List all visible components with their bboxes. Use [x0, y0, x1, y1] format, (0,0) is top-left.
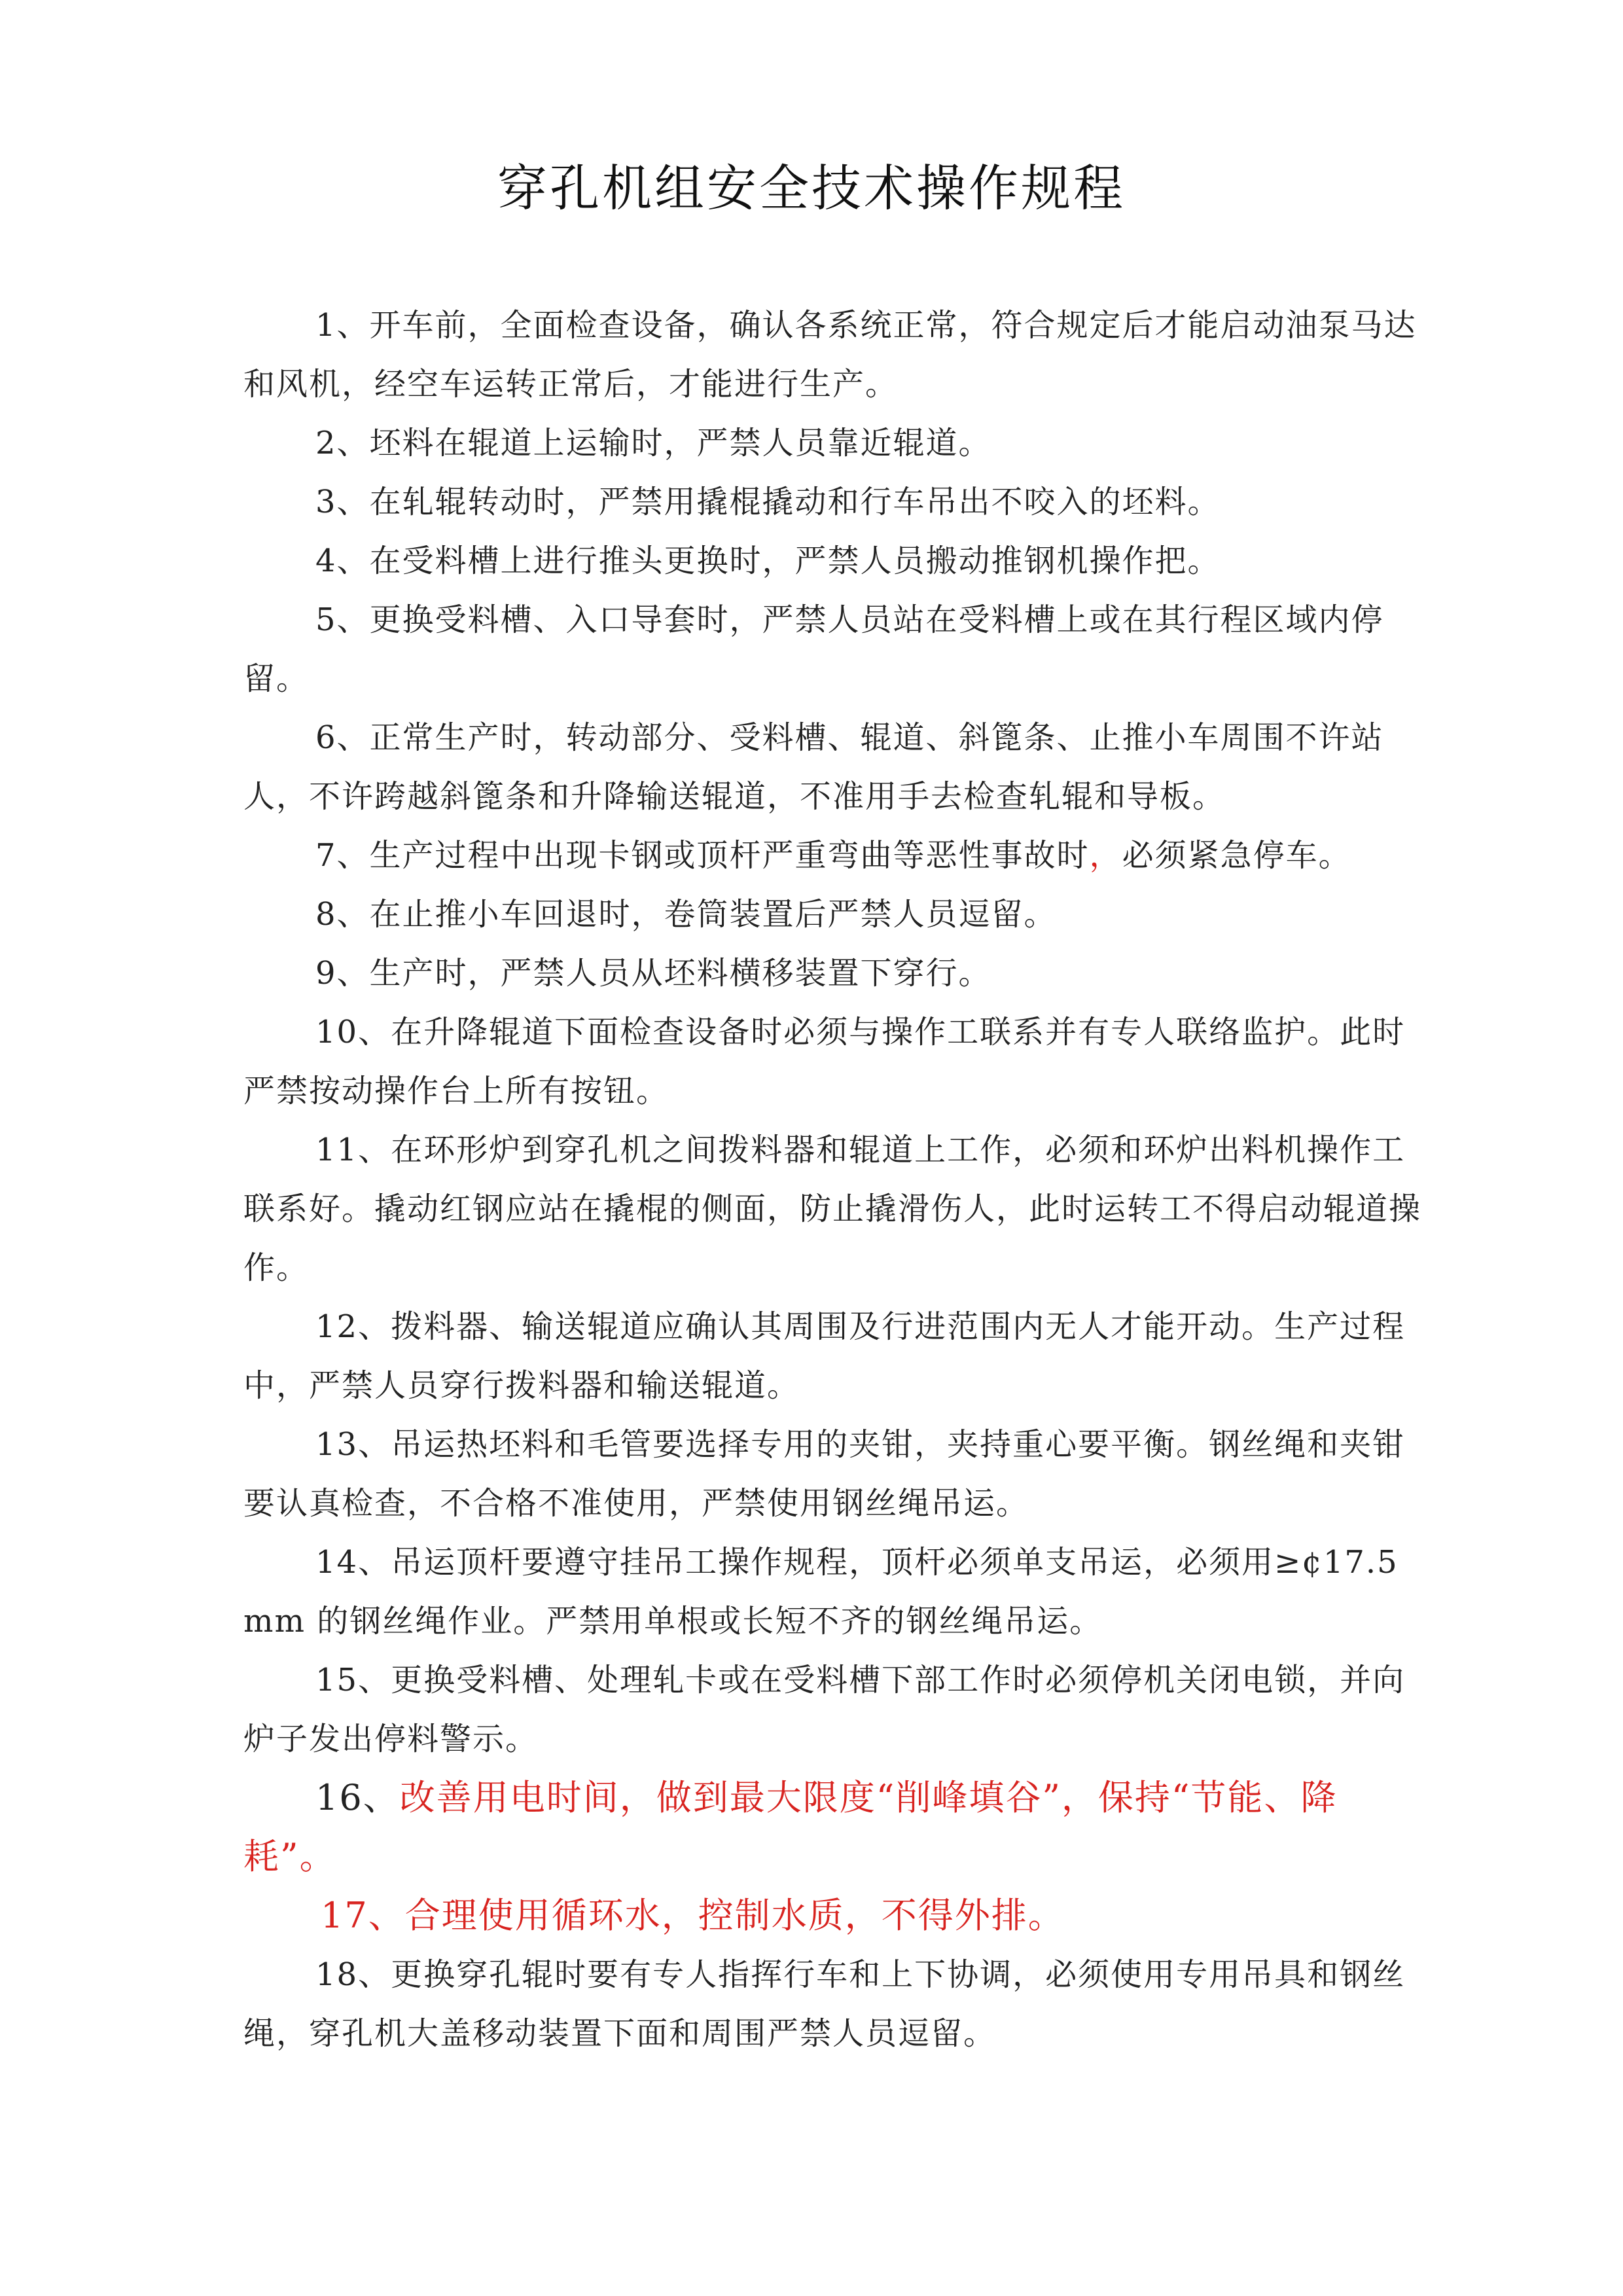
paragraph-14: 14、吊运顶杆要遵守挂吊工操作规程，顶杆必须单支吊运，必须用≥¢17.5mm 的钢丝绳作业。严禁用单根或长短不齐的钢丝绳吊运。: [243, 1544, 1399, 1640]
paragraph-12: 12、拨料器、输送辊道应确认其周围及行进范围内无人才能开动。生产过程中，严禁人员穿行拨料器和输送辊道。: [243, 1308, 1406, 1404]
paragraph-7-red-comma: ，: [1089, 837, 1122, 874]
paragraph-5: 5、更换受料槽、入口导套时，严禁人员站在受料槽上或在其行程区域内停留。: [243, 601, 1384, 697]
paragraph-16: [243, 1768, 1421, 1886]
paragraph-7-text-a: 7、生产过程中出现卡钢或顶杆严重弯曲等恶性事故时: [315, 837, 1090, 874]
paragraph-11: 11、在环形炉到穿孔机之间拨料器和辊道上工作，必须和环炉出料机操作工联系好。撬动红钢应站在撬棍的侧面，防止撬滑伤人，此时运转工不得启动辊道操作。: [243, 1132, 1422, 1286]
paragraph-15: 15、更换受料槽、处理轧卡或在受料槽下部工作时必须停机关闭电锁，并向炉子发出停料警示。: [243, 1662, 1406, 1757]
document-body: [243, 296, 1421, 2063]
paragraph-16-red-text: 改善用电时间，做到最大限度“削峰填谷”，保持“节能、降耗”。: [243, 1777, 1338, 1877]
paragraph-9: 9、生产时，严禁人员从坯料横移装置下穿行。: [315, 955, 991, 992]
paragraph-3: 3、在轧辊转动时，严禁用撬棍撬动和行车吊出不咬入的坯料。: [315, 484, 1221, 520]
paragraph-8: 8、在止推小车回退时，卷筒装置后严禁人员逗留。: [315, 896, 1057, 933]
paragraph-16-number: 16、: [315, 1777, 400, 1818]
paragraph-10: 10、在升降辊道下面检查设备时必须与操作工联系并有专人联络监护。此时严禁按动操作台上所有按钮。: [243, 1014, 1406, 1109]
paragraph-17: 17、合理使用循环水，控制水质，不得外排。: [321, 1895, 1065, 1936]
paragraph-7-text-b: 必须紧急停车。: [1122, 837, 1351, 874]
paragraph-18: 18、更换穿孔辊时要有专人指挥行车和上下协调，必须使用专用吊具和钢丝绳，穿孔机大盖移动装置下面和周围严禁人员逗留。: [243, 1956, 1406, 2052]
paragraph-6: 6、正常生产时，转动部分、受料槽、辊道、斜篦条、止推小车周围不许站人，不许跨越斜篦条和升降输送辊道，不准用手去检查轧辊和导板。: [243, 719, 1384, 815]
paragraph-13: 13、吊运热坯料和毛管要选择专用的夹钳，夹持重心要平衡。钢丝绳和夹钳要认真检查，不合格不准使用，严禁使用钢丝绳吊运。: [243, 1426, 1406, 1522]
paragraph-2: 2、坯料在辊道上运输时，严禁人员靠近辊道。: [315, 425, 991, 461]
paragraph-4: 4、在受料槽上进行推头更换时，严禁人员搬动推钢机操作把。: [315, 543, 1221, 579]
document-title: 穿孔机组安全技术操作规程: [497, 159, 1126, 217]
paragraph-7: [243, 826, 1421, 885]
paragraph-1: 1、开车前，全面检查设备，确认各系统正常，符合规定后才能启动油泵马达和风机，经空车运转正常后，才能进行生产。: [243, 307, 1417, 403]
